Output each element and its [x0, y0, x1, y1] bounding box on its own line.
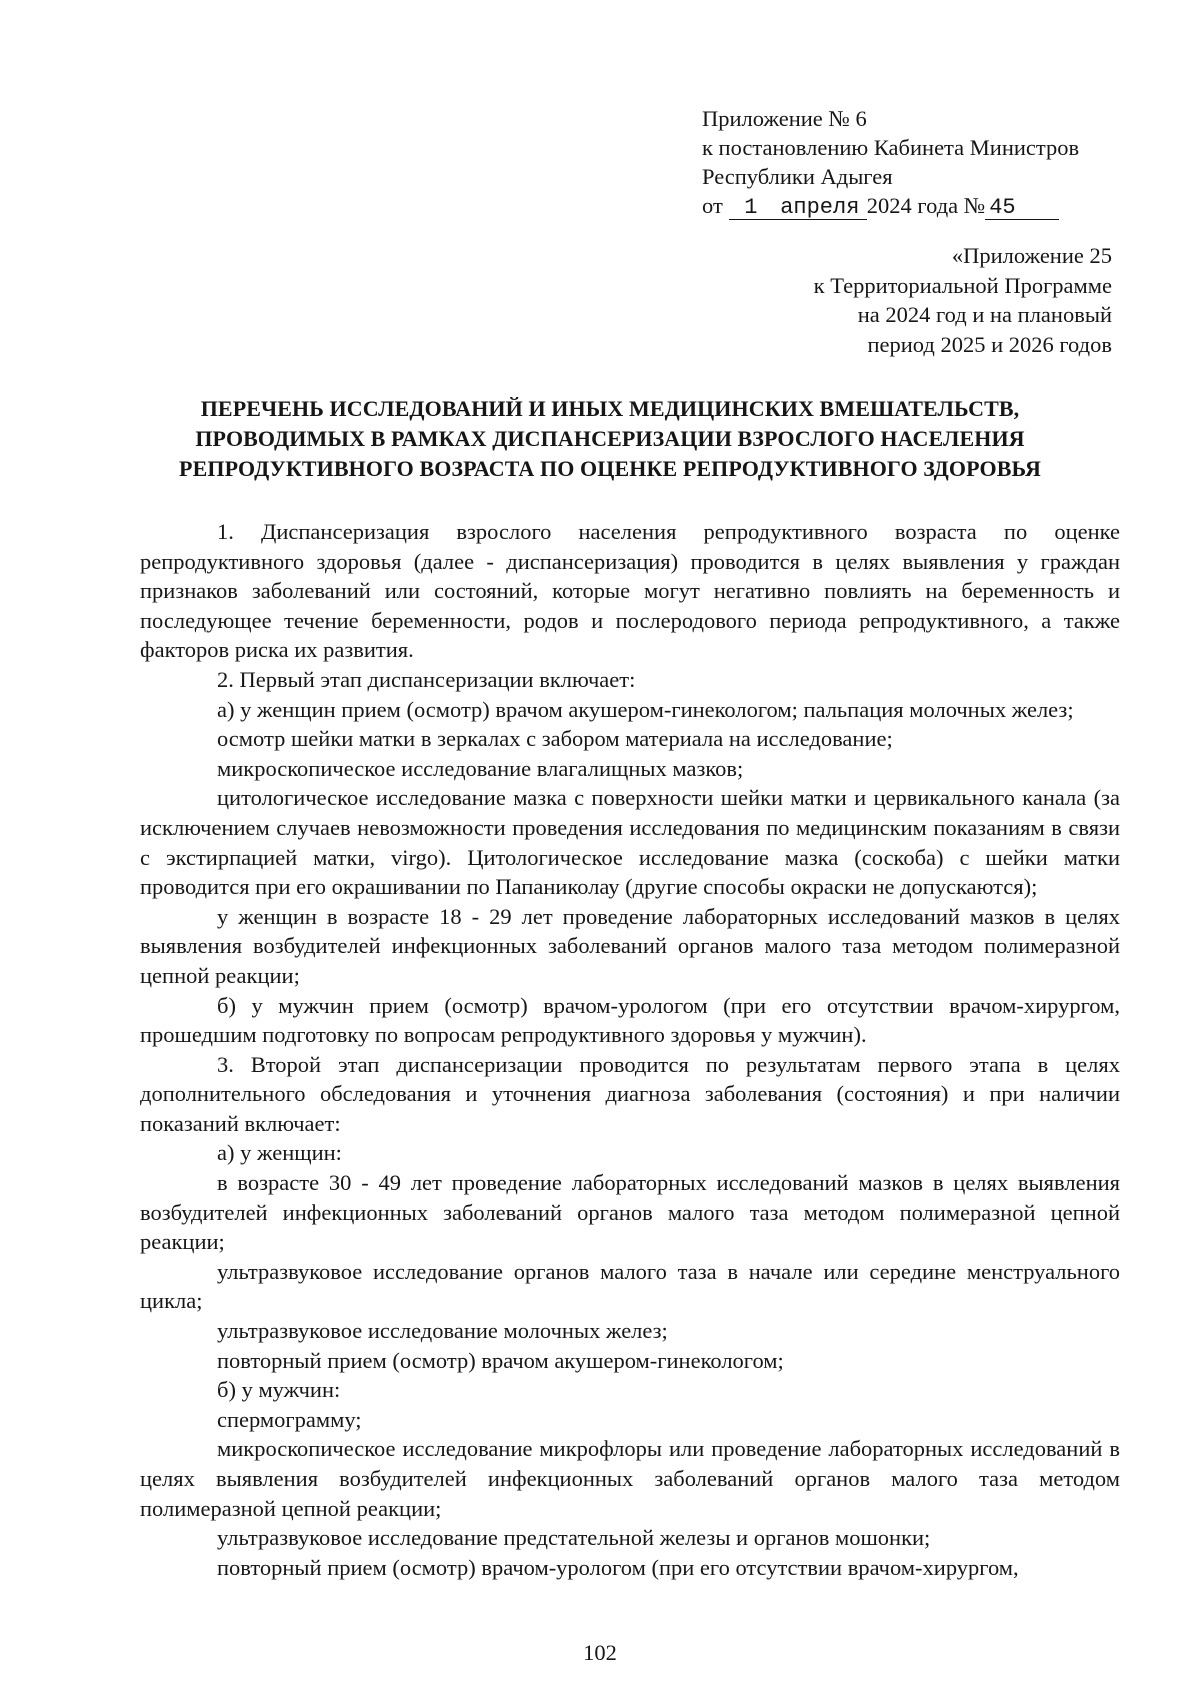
list-item: микроскопическое исследование влагалищных мазков;: [217, 755, 744, 781]
republic-name: Республики Адыгея: [702, 164, 893, 189]
list-item: спермограмму;: [217, 1406, 362, 1432]
resolution-header: [702, 104, 1162, 220]
list-item: осмотр шейки матки в зеркалах с забором материала на исследование;: [217, 726, 893, 752]
annex-year: на 2024 год и на плановый: [857, 302, 1112, 327]
page-number: 102: [583, 1640, 617, 1665]
date-year: 2024 года №: [866, 193, 986, 218]
date-day: 1: [729, 197, 773, 220]
paragraph-1-purpose: 1. Диспансеризация взрослого населения репродуктивного возраста по оценке репродуктивного здоровья (далее - диспансеризация) проводится в целях выявления у граждан признаков заболеваний или состояний, которые могут негативно повлиять на беременность и последующее течение беременности, родов и послеродового периода репродуктивного, а также факторов риска их развития.: [140, 519, 1120, 663]
paragraph-2-first-stage: 2. Первый этап диспансеризации включает:: [217, 666, 636, 692]
list-item: а) у женщин прием (осмотр) врачом акушером-гинекологом; пальпация молочных желез;: [217, 696, 1074, 722]
annex-period: период 2025 и 2026 годов: [867, 331, 1112, 357]
list-item: б) у мужчин прием (осмотр) врачом-урологом (при его отсутствии врачом-хирургом, прошедшим подготовку по вопросам репродуктивного здоровья у мужчин).: [140, 992, 1120, 1048]
date-prefix: от: [702, 193, 723, 218]
list-item: ультразвуковое исследование органов малого таза в начале или середине менструального цикла;: [140, 1258, 1120, 1314]
list-item: в возрасте 30 - 49 лет проведение лабораторных исследований мазков в целях выявления возбудителей инфекционных заболеваний органов малого таза методом полимеразной цепной реакции;: [140, 1170, 1120, 1255]
paragraph-3-second-stage: 3. Второй этап диспансеризации проводится по результатам первого этапа в целях дополнительного обследования и уточнения диагноза заболевания (состояния) и при наличии показаний включает:: [140, 1051, 1120, 1136]
annex-program: к Территориальной Программе: [813, 272, 1112, 298]
date-month: апреля: [773, 197, 867, 220]
list-item: а) у женщин:: [217, 1140, 342, 1166]
list-item: ультразвуковое исследование предстательной железы и органов мошонки;: [217, 1525, 931, 1551]
title-line: ПРОВОДИМЫХ В РАМКАХ ДИСПАНСЕРИЗАЦИИ ВЗРОСЛОГО НАСЕЛЕНИЯ: [195, 426, 1025, 451]
title-line: РЕПРОДУКТИВНОГО ВОЗРАСТА ПО ОЦЕНКЕ РЕПРОДУКТИВНОГО ЗДОРОВЬЯ: [179, 456, 1041, 481]
resolution-date-line: [702, 191, 1162, 220]
list-item: б) у мужчин:: [217, 1377, 341, 1403]
list-item: повторный прием (осмотр) врачом-урологом (при его отсутствии врачом-хирургом,: [217, 1554, 1019, 1580]
program-annex-header: [814, 241, 1112, 359]
list-item: у женщин в возрасте 18 - 29 лет проведение лабораторных исследований мазков в целях выявления возбудителей инфекционных заболеваний органов малого таза методом полимеразной цепной реакции;: [140, 903, 1120, 988]
resolution-number: 45: [985, 197, 1059, 220]
list-item: цитологическое исследование мазка с поверхности шейки матки и цервикального канала (за исключением случаев невозможности проведения исследования по медицинским показаниям в связи с экстирпацией матки, virgo). Цитологическое исследование мазка (соскоба) с шейки матки проводится при его окрашивании по Папаниколау (другие способы окраски не допускаются);: [140, 785, 1120, 900]
document-title: [120, 394, 1100, 484]
list-item: повторный прием (осмотр) врачом акушером-гинекологом;: [217, 1347, 784, 1373]
list-item: ультразвуковое исследование молочных желез;: [217, 1318, 668, 1344]
title-line: ПЕРЕЧЕНЬ ИССЛЕДОВАНИЙ И ИНЫХ МЕДИЦИНСКИХ ВМЕШАТЕЛЬСТВ,: [200, 396, 1020, 421]
document-body: [140, 517, 1120, 1582]
list-item: микроскопическое исследование микрофлоры или проведение лабораторных исследований в целях выявления возбудителей инфекционных заболеваний органов малого таза методом полимеразной цепной реакции;: [140, 1436, 1120, 1521]
resolution-reference: к постановлению Кабинета Министров: [702, 135, 1080, 160]
annex-label: «Приложение 25: [951, 243, 1112, 268]
appendix-label: Приложение № 6: [702, 106, 867, 131]
